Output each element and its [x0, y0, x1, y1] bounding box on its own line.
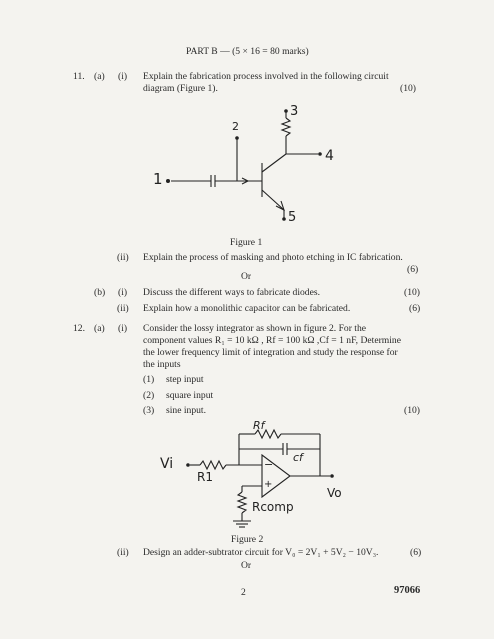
q12-a-i-marks: (10): [404, 405, 420, 416]
q12-number: 12.: [73, 323, 85, 334]
fig2-vi-label: Vi: [160, 456, 174, 472]
q11-a-i-text-1: Explain the fabrication process involved in the following circuit: [143, 71, 389, 82]
q11-b-i-label: (i): [118, 287, 128, 298]
q12-text-1: Consider the lossy integrator as shown in figure 2. For the: [143, 323, 367, 334]
q11-a-i-text-2: diagram (Figure 1).: [143, 83, 218, 94]
q12-input-1-number: (1): [143, 374, 155, 385]
figure-1-caption: Figure 1: [230, 237, 263, 248]
fig2-vo-label: Vo: [327, 486, 342, 500]
fig1-node-2-label: 2: [232, 120, 239, 133]
q12-a-ii-marks: (6): [410, 547, 422, 558]
q12-a-label: (a): [94, 323, 105, 334]
q11-b-i-marks: (10): [404, 287, 420, 298]
q11-b-ii-label: (ii): [117, 303, 129, 314]
q11-b-ii-marks: (6): [409, 303, 421, 314]
q11-b-label: (b): [94, 287, 106, 298]
q12-input-2-text: square input: [166, 390, 214, 401]
paper-code: 97066: [394, 585, 421, 596]
fig2-rf-label: Rf: [253, 419, 265, 432]
q12-input-2-number: (2): [143, 390, 155, 401]
q12-a-ii-label: (ii): [117, 547, 129, 558]
q11-a-ii-marks: (6): [407, 264, 419, 275]
q11-a-ii-label: (ii): [117, 252, 129, 263]
fig2-noninverting-sign: +: [264, 479, 273, 490]
q12-a-i-label: (i): [118, 323, 128, 334]
fig2-r1-label: R1: [197, 470, 213, 484]
fig2-cf-label: cf: [293, 451, 303, 464]
q12-text-2: component values R₁ = 10 kΩ , Rf = 100 kΩ ,Cf = 1 nF, Determine: [143, 335, 401, 346]
q11-or: Or: [241, 271, 252, 282]
fig2-rcomp-label: Rcomp: [252, 500, 294, 514]
fig1-node-1-label: 1: [153, 170, 163, 188]
fig1-node-4-label: 4: [325, 148, 334, 164]
q12-or: Or: [241, 560, 252, 571]
q12-text-4: the inputs: [143, 359, 181, 370]
q11-b-i-text: Discuss the different ways to fabricate diodes.: [143, 287, 320, 298]
q11-a-label: (a): [94, 71, 105, 82]
q11-b-ii-text: Explain how a monolithic capacitor can be fabricated.: [143, 303, 351, 314]
fig1-node-5-label: 5: [288, 210, 297, 225]
q11-a-i-label: (i): [118, 71, 128, 82]
q11-a-ii-text: Explain the process of masking and photo etching in IC fabrication.: [143, 252, 403, 263]
fig2-inverting-sign: −: [264, 458, 274, 471]
q12-input-3-text: sine input.: [166, 405, 206, 416]
fig1-node-3-label: 3: [290, 104, 299, 119]
q12-text-3: the lower frequency limit of integration and study the response for: [143, 347, 398, 358]
q12-a-ii-text: Design an adder-subtrator circuit for V₀ = 2V₁ + 5V₂ − 10V₃.: [143, 547, 379, 558]
page-number: 2: [241, 587, 246, 598]
q12-input-3-number: (3): [143, 405, 155, 416]
q12-input-1-text: step input: [166, 374, 204, 385]
part-b-heading: PART B — (5 × 16 = 80 marks): [186, 46, 309, 57]
figure-2-caption: Figure 2: [231, 534, 264, 545]
q11-a-i-marks: (10): [400, 83, 416, 94]
q11-number: 11.: [73, 71, 85, 82]
